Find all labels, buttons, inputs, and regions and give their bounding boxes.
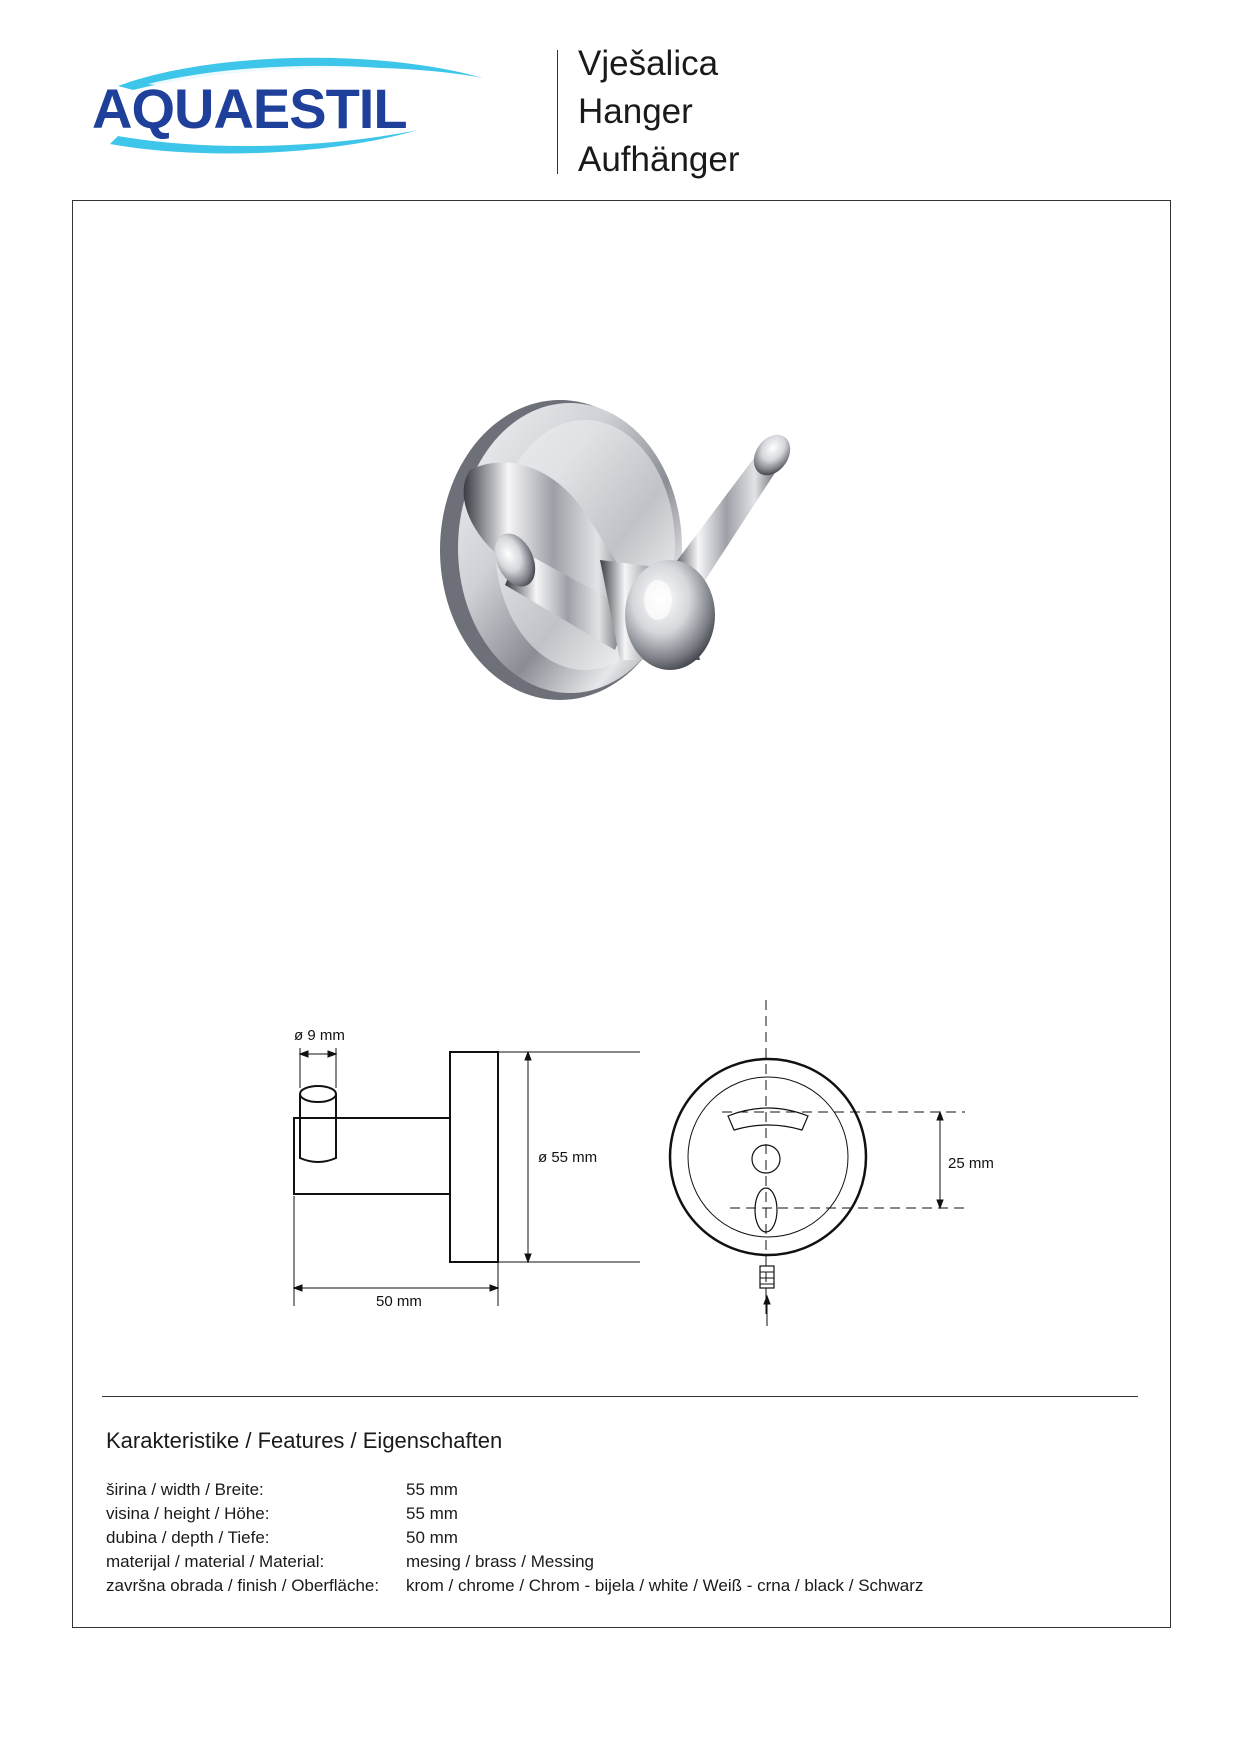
- features-divider: [102, 1396, 1138, 1397]
- spec-value: 55 mm: [406, 1480, 458, 1499]
- aquaestil-logo: [88, 48, 508, 158]
- spec-row-finish: [106, 1574, 923, 1598]
- title-croatian: Vješalica: [578, 44, 719, 83]
- spec-value: mesing / brass / Messing: [406, 1552, 595, 1571]
- title-german: Aufhänger: [578, 140, 740, 179]
- dim-label-rod-diameter: ø 9 mm: [294, 1027, 345, 1044]
- spec-row-height: [106, 1502, 923, 1526]
- spec-row-width: [106, 1478, 923, 1502]
- spec-label: završna obrada / finish / Oberfläche:: [106, 1576, 380, 1595]
- dim-label-plate-diameter: ø 55 mm: [538, 1149, 598, 1166]
- spec-row-depth: [106, 1526, 923, 1550]
- features-heading: Karakteristike / Features / Eigenschaften: [106, 1428, 503, 1453]
- spec-label: dubina / depth / Tiefe:: [106, 1528, 270, 1547]
- spec-row-material: [106, 1550, 923, 1574]
- product-title: [578, 40, 740, 184]
- spec-table: [106, 1478, 923, 1598]
- spec-value: krom / chrome / Chrom - bijela / white / Weiß - crna / black / Schwarz: [406, 1576, 924, 1595]
- spec-label: širina / width / Breite:: [106, 1480, 264, 1499]
- product-photo: [410, 360, 910, 740]
- spec-label: visina / height / Höhe:: [106, 1504, 270, 1523]
- header-divider: [557, 50, 558, 174]
- spec-value: 50 mm: [406, 1528, 458, 1547]
- logo-wordmark: AQUAESTIL: [92, 77, 407, 140]
- title-english: Hanger: [578, 92, 693, 131]
- dim-label-depth: 50 mm: [376, 1293, 422, 1310]
- spec-value: 55 mm: [406, 1504, 458, 1523]
- spec-label: materijal / material / Material:: [106, 1552, 325, 1571]
- dim-label-hole-spacing: 25 mm: [948, 1155, 994, 1172]
